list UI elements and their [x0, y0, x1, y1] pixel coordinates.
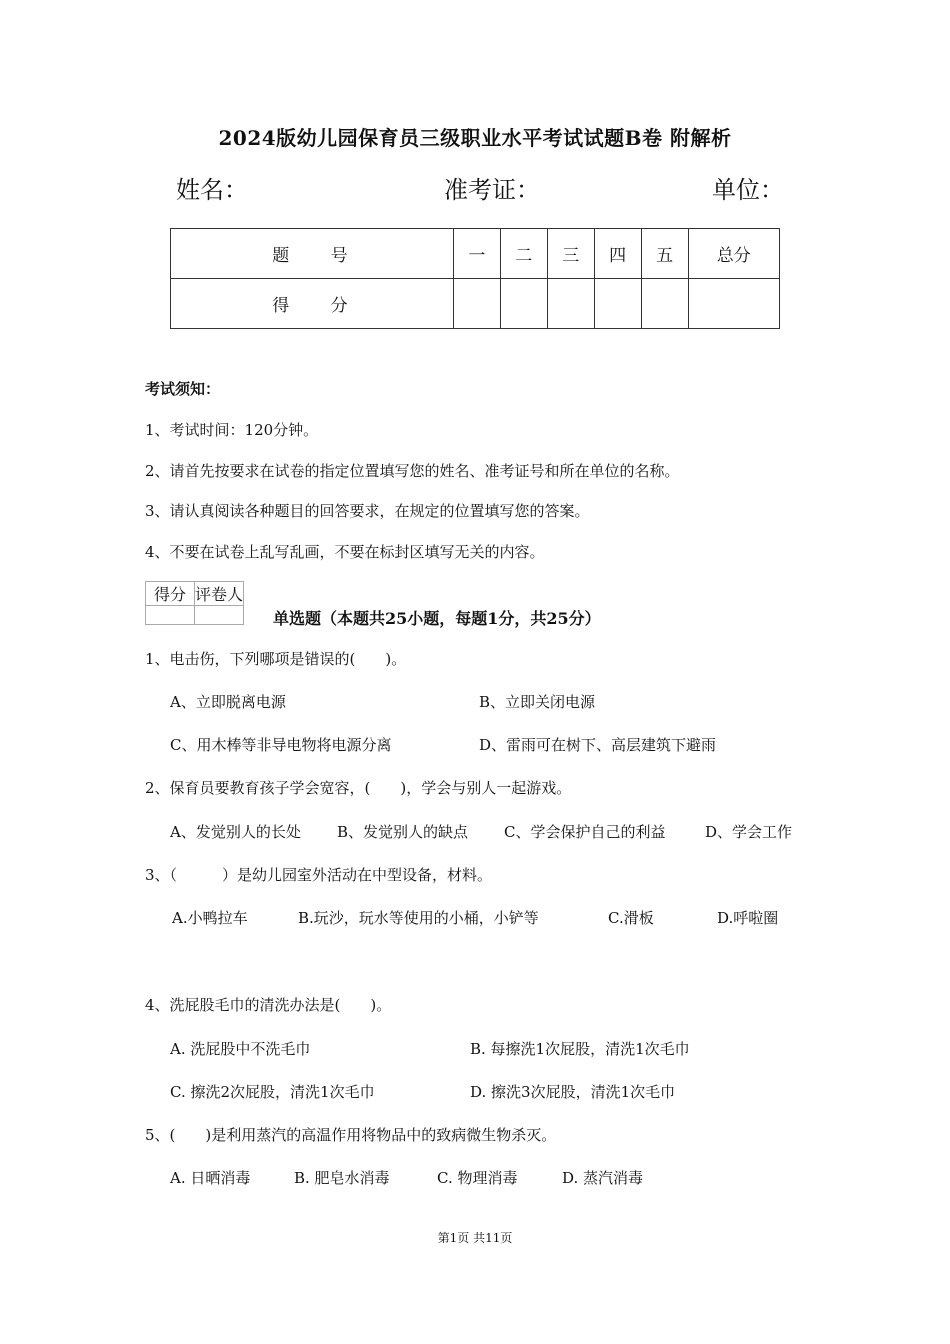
question-option: D、雷雨可在树下、高层建筑下避雨: [479, 736, 717, 754]
question-option: A、发觉别人的长处: [170, 823, 301, 841]
question-stem: 4、洗屁股毛巾的清洗办法是( )。: [145, 996, 392, 1014]
notice-item: 3、请认真阅读各种题目的回答要求，在规定的位置填写您的答案。: [145, 502, 590, 520]
question-stem: 1、电击伤，下列哪项是错误的( )。: [145, 650, 407, 668]
score-cell: [594, 279, 641, 329]
score-table-score-row: [171, 279, 780, 329]
score-row-label: 得 分: [171, 279, 454, 329]
score-cell: [688, 279, 779, 329]
notice-title: 考试须知：: [145, 380, 221, 398]
grader-score-label: 得分: [146, 582, 195, 606]
grader-name-label: 评卷人: [195, 582, 244, 606]
grader-table: [145, 581, 244, 625]
question-stem: 3、（ ）是幼儿园室外活动在中型设备，材料。: [145, 866, 493, 884]
score-cell: [641, 279, 688, 329]
notice-item: 1、考试时间：120分钟。: [145, 421, 319, 439]
score-table-header-row: [171, 229, 780, 279]
question-option: A. 日晒消毒: [170, 1169, 251, 1187]
section-title: 单选题（本题共25小题，每题1分，共25分）: [273, 609, 601, 628]
question-stem: 5、( )是利用蒸汽的高温作用将物品中的致病微生物杀灭。: [145, 1126, 557, 1144]
exam-title: 2024版幼儿园保育员三级职业水平考试试题B卷 附解析: [218, 126, 732, 150]
score-header-cell: 二: [500, 229, 547, 279]
grader-score-cell: [146, 606, 195, 625]
score-header-cell: 五: [641, 229, 688, 279]
question-option: C. 物理消毒: [437, 1169, 518, 1187]
question-option: D. 蒸汽消毒: [562, 1169, 644, 1187]
unit-field-label: 单位：: [712, 176, 784, 204]
page-footer: 第1页 共11页: [437, 1231, 513, 1245]
question-option: D、学会工作: [705, 823, 793, 841]
notice-item: 4、不要在试卷上乱写乱画，不要在标封区填写无关的内容。: [145, 543, 545, 561]
score-header-cell: 总分: [688, 229, 779, 279]
name-field-label: 姓名：: [176, 176, 248, 204]
question-option: B.玩沙，玩水等使用的小桶，小铲等: [298, 909, 539, 927]
notice-item: 2、请首先按要求在试卷的指定位置填写您的姓名、准考证号和所在单位的名称。: [145, 462, 680, 480]
score-header-cell: 四: [594, 229, 641, 279]
grader-name-cell: [195, 606, 244, 625]
question-option: A. 洗屁股中不洗毛巾: [170, 1040, 311, 1058]
score-cell: [547, 279, 594, 329]
question-option: C.滑板: [608, 909, 654, 927]
question-option: B、立即关闭电源: [479, 693, 596, 711]
question-option: B. 每擦洗1次屁股，清洗1次毛巾: [470, 1040, 690, 1058]
question-option: C、学会保护自己的利益: [504, 823, 666, 841]
exam-id-field-label: 准考证：: [444, 176, 540, 204]
score-cell: [453, 279, 500, 329]
question-option: C、用木棒等非导电物将电源分离: [170, 736, 392, 754]
question-option: D. 擦洗3次屁股，清洗1次毛巾: [470, 1083, 676, 1101]
score-header-cell: 一: [453, 229, 500, 279]
question-option: A、立即脱离电源: [170, 693, 286, 711]
score-cell: [500, 279, 547, 329]
question-option: C. 擦洗2次屁股，清洗1次毛巾: [170, 1083, 375, 1101]
score-table: [170, 228, 780, 329]
score-header-cell: 三: [547, 229, 594, 279]
question-option: A.小鸭拉车: [172, 909, 248, 927]
question-option: D.呼啦圈: [717, 909, 779, 927]
score-header-cell: 题 号: [171, 229, 454, 279]
question-option: B、发觉别人的缺点: [337, 823, 469, 841]
question-option: B. 肥皂水消毒: [294, 1169, 390, 1187]
question-stem: 2、保育员要教育孩子学会宽容，( )，学会与别人一起游戏。: [145, 779, 572, 797]
